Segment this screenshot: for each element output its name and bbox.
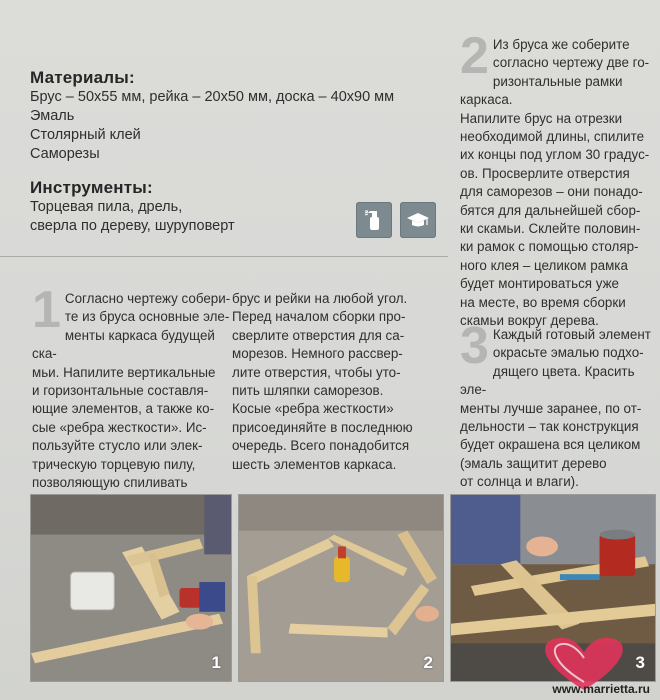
photo-hexagon-frame [238, 494, 444, 682]
materials-line: Эмаль [30, 108, 75, 124]
step-number: 3 [460, 317, 489, 375]
materials-line: Столярный клей [30, 127, 141, 143]
step-text: Каждый готовый элемент окрасьте эмалью подхо- дящего цвета. Красить эле- менты лучше заранее, по от- дельности – так конструкция будет окрашена вся целиком (эмаль защитит дерево от солнца и влаги). [460, 327, 651, 490]
spray-bottle-icon [356, 202, 392, 238]
step-text: Из бруса же соберите согласно чертежу две го- ризонтальные рамки каркаса. Напилите брус на отрезки необходимой длины, спилите их концы под углом 30 градус- ов. Просверлите отверстия для саморезов – они понадо- бятся для дальнейшей сбор- ки скамьи. Склейте половин- ки рамок с помощью столяр- ного клея – целиком рамка будет монтироваться уже на месте, во время сборки скамьи вокруг дерева. [460, 37, 650, 329]
photo-cutting-frame [30, 494, 232, 682]
graduation-cap-icon [400, 202, 436, 238]
materials-line: Саморезы [30, 146, 100, 162]
step-text: Согласно чертежу собери- те из бруса основные эле- менты каркаса будущей ска- мьи. Напилите вертикальные и горизонтальные составля- ющие элементов, а также ко- сые «ребра жесткости». Ис- пользуйте стусло или элек- трическую торцевую пилу, позволяющую спиливать [32, 291, 231, 491]
step-2 [460, 27, 652, 331]
materials-section [30, 68, 450, 164]
photo-number: 2 [423, 653, 433, 672]
materials-line: Брус – 50х55 мм, рейка – 20х50 мм, доска – 40х90 мм [30, 89, 395, 105]
photo-number: 1 [211, 653, 221, 672]
step-number: 1 [32, 281, 61, 339]
step-3 [460, 317, 652, 492]
step-number: 2 [460, 27, 489, 85]
tool-icons [356, 202, 436, 238]
section-divider [0, 256, 448, 257]
step-text: брус и рейки на любой угол. Перед началом сборки про- сверлите отверстия для са- морезов. Немного рассвер- лите отверстия, чтобы уто- пить шляпки саморезов. Косые «ребра жесткости» присоединяйте в последнюю очередь. Всего понадобится шесть элементов каркаса. [232, 291, 413, 472]
tools-line: сверла по дереву, шуруповерт [30, 218, 235, 234]
tools-line: Торцевая пила, дрель, [30, 199, 183, 215]
tools-section [30, 178, 360, 236]
photo-number: 3 [635, 653, 645, 672]
watermark: www.marrietta.ru [552, 682, 650, 696]
materials-heading: Материалы: [30, 68, 135, 87]
step-1 [32, 281, 232, 492]
step-1-continued [232, 290, 432, 474]
tools-heading: Инструменты: [30, 178, 153, 197]
